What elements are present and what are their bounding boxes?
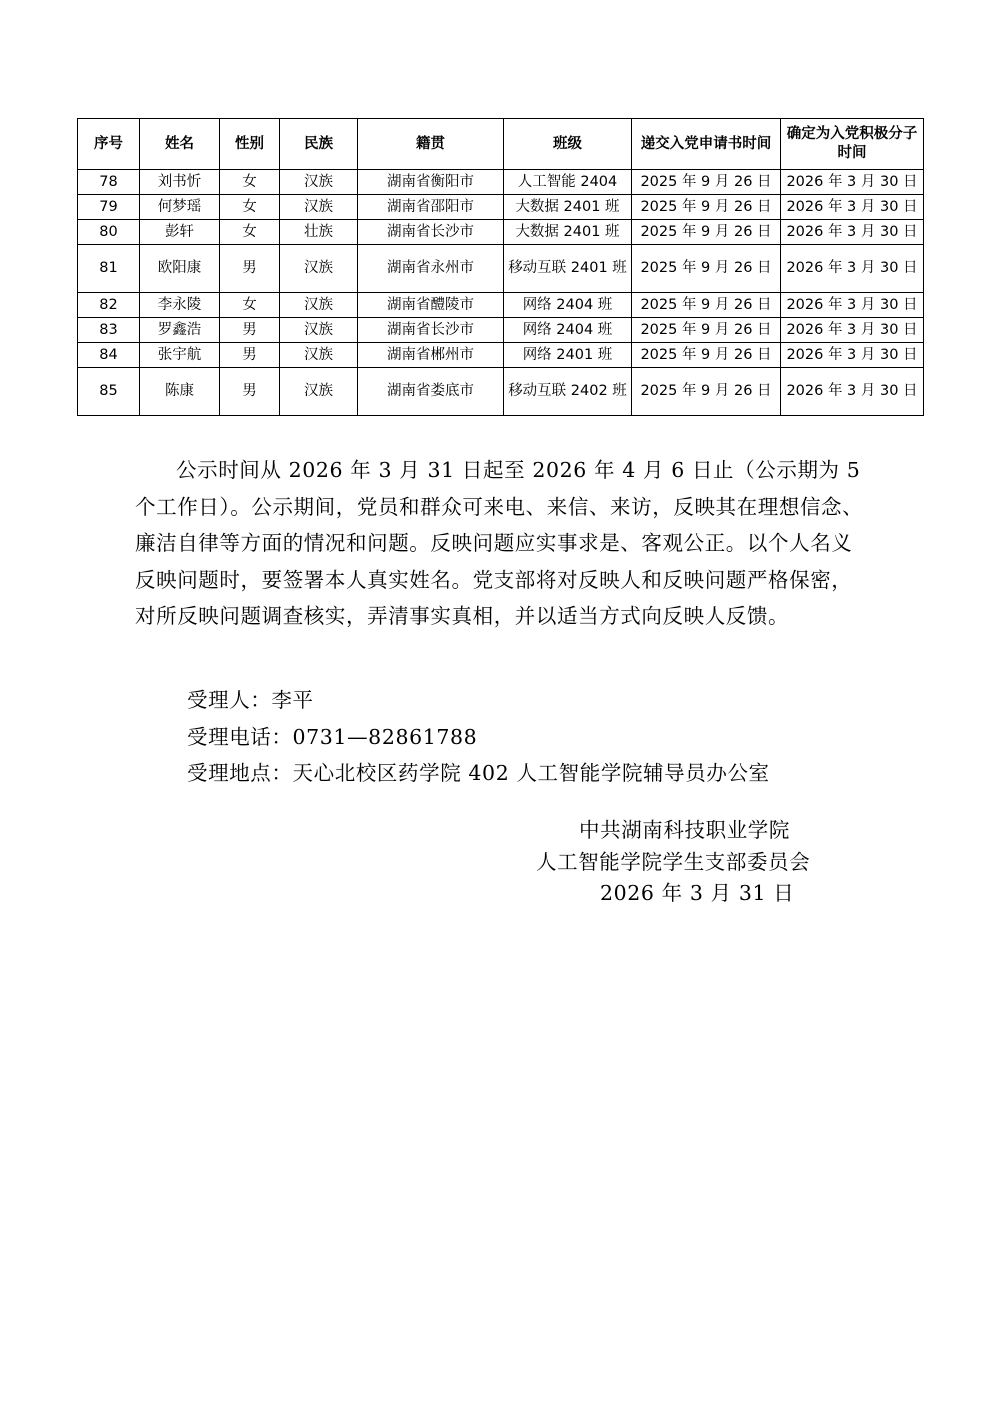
contact-block bbox=[187, 682, 770, 792]
cell-application-date: 2025 年 9 月 26 日 bbox=[632, 343, 781, 368]
cell-class: 移动互联 2402 班 bbox=[504, 368, 632, 416]
signature-date: 2026 年 3 月 31 日 bbox=[600, 881, 795, 905]
cell-index: 82 bbox=[78, 293, 140, 318]
cell-class: 大数据 2401 班 bbox=[504, 195, 632, 220]
cell-activist-date: 2026 年 3 月 30 日 bbox=[781, 170, 924, 195]
cell-hometown: 湖南省衡阳市 bbox=[358, 170, 504, 195]
header-name: 姓名 bbox=[140, 119, 220, 170]
handler-line: 受理人：李平 bbox=[187, 688, 314, 712]
cell-name: 陈康 bbox=[140, 368, 220, 416]
cell-activist-date: 2026 年 3 月 30 日 bbox=[781, 293, 924, 318]
cell-gender: 男 bbox=[220, 318, 280, 343]
cell-name: 李永陵 bbox=[140, 293, 220, 318]
signature-block bbox=[536, 815, 870, 910]
header-ethnicity: 民族 bbox=[280, 119, 358, 170]
cell-ethnicity: 壮族 bbox=[280, 220, 358, 245]
cell-name: 何梦瑶 bbox=[140, 195, 220, 220]
cell-name: 罗鑫浩 bbox=[140, 318, 220, 343]
cell-hometown: 湖南省邵阳市 bbox=[358, 195, 504, 220]
cell-activist-date: 2026 年 3 月 30 日 bbox=[781, 245, 924, 293]
cell-index: 83 bbox=[78, 318, 140, 343]
cell-index: 81 bbox=[78, 245, 140, 293]
cell-activist-date: 2026 年 3 月 30 日 bbox=[781, 220, 924, 245]
table-row bbox=[78, 343, 924, 368]
cell-hometown: 湖南省娄底市 bbox=[358, 368, 504, 416]
cell-class: 大数据 2401 班 bbox=[504, 220, 632, 245]
cell-activist-date: 2026 年 3 月 30 日 bbox=[781, 368, 924, 416]
table-row bbox=[78, 368, 924, 416]
cell-index: 85 bbox=[78, 368, 140, 416]
cell-gender: 男 bbox=[220, 343, 280, 368]
cell-ethnicity: 汉族 bbox=[280, 170, 358, 195]
table-row bbox=[78, 318, 924, 343]
cell-hometown: 湖南省醴陵市 bbox=[358, 293, 504, 318]
cell-class: 人工智能 2404 bbox=[504, 170, 632, 195]
cell-application-date: 2025 年 9 月 26 日 bbox=[632, 170, 781, 195]
table-row bbox=[78, 245, 924, 293]
org-name-line2: 人工智能学院学生支部委员会 bbox=[536, 849, 811, 874]
cell-application-date: 2025 年 9 月 26 日 bbox=[632, 245, 781, 293]
cell-gender: 女 bbox=[220, 170, 280, 195]
cell-application-date: 2025 年 9 月 26 日 bbox=[632, 220, 781, 245]
cell-activist-date: 2026 年 3 月 30 日 bbox=[781, 318, 924, 343]
cell-application-date: 2025 年 9 月 26 日 bbox=[632, 293, 781, 318]
cell-application-date: 2025 年 9 月 26 日 bbox=[632, 368, 781, 416]
cell-application-date: 2025 年 9 月 26 日 bbox=[632, 195, 781, 220]
cell-gender: 男 bbox=[220, 245, 280, 293]
cell-index: 84 bbox=[78, 343, 140, 368]
cell-name: 张宇航 bbox=[140, 343, 220, 368]
cell-ethnicity: 汉族 bbox=[280, 245, 358, 293]
cell-ethnicity: 汉族 bbox=[280, 318, 358, 343]
cell-gender: 男 bbox=[220, 368, 280, 416]
table-header-row bbox=[78, 119, 924, 170]
cell-hometown: 湖南省永州市 bbox=[358, 245, 504, 293]
cell-ethnicity: 汉族 bbox=[280, 293, 358, 318]
cell-name: 刘书忻 bbox=[140, 170, 220, 195]
address-line: 受理地点：天心北校区药学院 402 人工智能学院辅导员办公室 bbox=[187, 761, 770, 785]
table-row bbox=[78, 195, 924, 220]
header-application-date: 递交入党申请书时间 bbox=[632, 119, 781, 170]
cell-index: 80 bbox=[78, 220, 140, 245]
cell-ethnicity: 汉族 bbox=[280, 343, 358, 368]
table-row bbox=[78, 170, 924, 195]
cell-gender: 女 bbox=[220, 195, 280, 220]
cell-application-date: 2025 年 9 月 26 日 bbox=[632, 318, 781, 343]
cell-hometown: 湖南省长沙市 bbox=[358, 220, 504, 245]
cell-index: 79 bbox=[78, 195, 140, 220]
roster-table bbox=[77, 118, 924, 416]
cell-class: 网络 2401 班 bbox=[504, 343, 632, 368]
cell-name: 彭轩 bbox=[140, 220, 220, 245]
phone-line: 受理电话：0731—82861788 bbox=[187, 724, 478, 749]
cell-gender: 女 bbox=[220, 220, 280, 245]
header-hometown: 籍贯 bbox=[358, 119, 504, 170]
table-row bbox=[78, 293, 924, 318]
cell-activist-date: 2026 年 3 月 30 日 bbox=[781, 195, 924, 220]
cell-ethnicity: 汉族 bbox=[280, 368, 358, 416]
cell-activist-date: 2026 年 3 月 30 日 bbox=[781, 343, 924, 368]
org-name-line1: 中共湖南科技职业学院 bbox=[579, 818, 790, 842]
header-activist-date: 确定为入党积极分子时间 bbox=[781, 119, 924, 170]
header-gender: 性别 bbox=[220, 119, 280, 170]
header-class: 班级 bbox=[504, 119, 632, 170]
cell-index: 78 bbox=[78, 170, 140, 195]
cell-class: 网络 2404 班 bbox=[504, 293, 632, 318]
header-index: 序号 bbox=[78, 119, 140, 170]
cell-class: 网络 2404 班 bbox=[504, 318, 632, 343]
cell-name: 欧阳康 bbox=[140, 245, 220, 293]
cell-gender: 女 bbox=[220, 293, 280, 318]
cell-hometown: 湖南省郴州市 bbox=[358, 343, 504, 368]
table-row bbox=[78, 220, 924, 245]
cell-class: 移动互联 2401 班 bbox=[504, 245, 632, 293]
notice-paragraph: 公示时间从 2026 年 3 月 31 日起至 2026 年 4 月 6 日止（公示期为 5 个工作日）。公示期间，党员和群众可来电、来信、来访，反映其在理想信念、廉洁自律等方面的情况和问题。反映问题应实事求是、客观公正。以个人名义反映问题时，要签署本人真实姓名。党支部将对反映人和反映问题严格保密，对所反映问题调查核实，弄清事实真相，并以适当方式向反映人反馈。 bbox=[135, 458, 864, 629]
cell-ethnicity: 汉族 bbox=[280, 195, 358, 220]
cell-hometown: 湖南省长沙市 bbox=[358, 318, 504, 343]
